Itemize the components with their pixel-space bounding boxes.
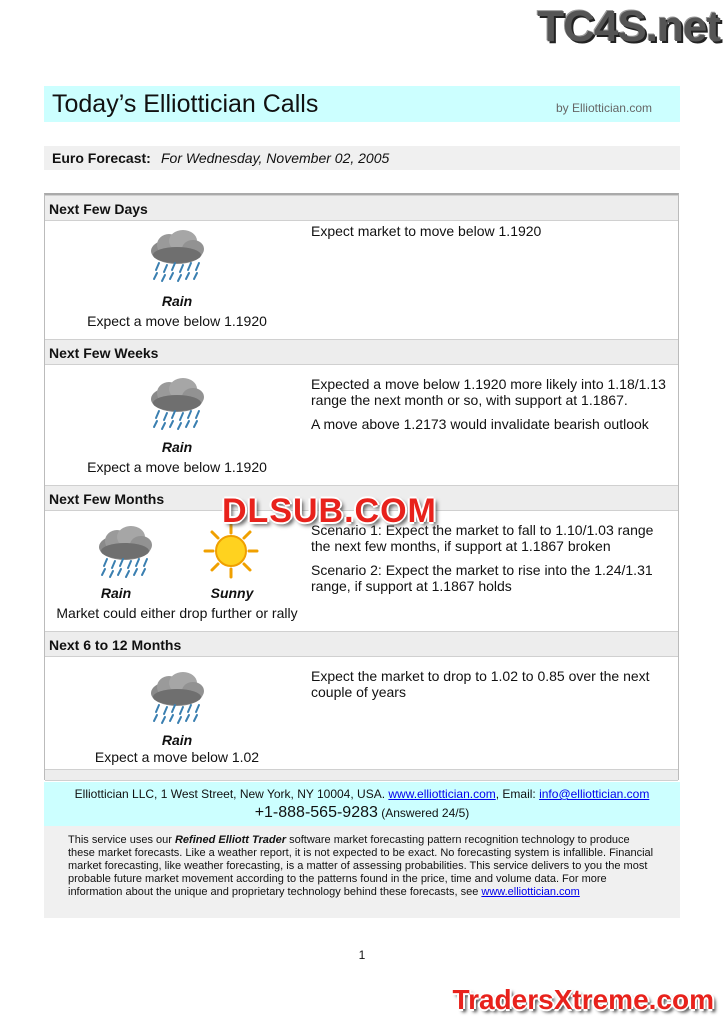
description-text: Expect market to move below 1.1920: [311, 223, 542, 239]
contact-line: [44, 787, 680, 801]
rain-cloud-icon: [147, 671, 209, 725]
euro-forecast-bar: [44, 146, 680, 170]
disclaimer-post: software market forecasting pattern recognition technology to produce these market forecasts. Like a weather report, it is not expected to be exact. No forecasting system is infallible. Financial market forecasting, like weather forecasting, is a matter of assessing probabilities. This service delivers to you the most probable future market movement according to the patterns found in the price, time and volume data. For more information about the unique and proprietary technology behind these forecasts, see: [68, 834, 654, 898]
email-link[interactable]: info@elliottician.com: [539, 787, 650, 801]
section-description: [311, 522, 676, 594]
euro-forecast-date: For Wednesday, November 02, 2005: [161, 150, 390, 166]
phone-note: (Answered 24/5): [377, 806, 470, 820]
page-title: Today’s Elliottician Calls: [52, 90, 319, 118]
email-label: , Email:: [495, 787, 540, 801]
section-title: Next Few Weeks: [49, 345, 159, 361]
weather-label: Rain: [161, 439, 193, 455]
rain-cloud-icon: [147, 229, 209, 283]
title-bar: [44, 86, 680, 122]
watermark-bottom: TradersXtreme.com: [452, 984, 714, 1015]
table-footer-strip: [45, 769, 678, 781]
sun-icon: [203, 523, 259, 579]
weather-label: Rain: [161, 293, 193, 309]
section-description: [311, 668, 676, 700]
product-name: Refined Elliott Trader: [174, 834, 287, 846]
weather-label: Rain: [161, 732, 193, 748]
contact-footer: [44, 782, 680, 826]
weather-summary: Expect a move below 1.1920: [87, 313, 267, 329]
rain-cloud-icon: [95, 525, 157, 579]
description-text: Scenario 2: Expect the market to rise into the 1.24/1.31 range, if support at 1.1867 holds: [311, 562, 653, 594]
section-header-weeks: [45, 339, 678, 365]
page-number: 1: [358, 948, 366, 962]
weather-summary: Expect a move below 1.02: [94, 749, 260, 765]
rain-cloud-icon: [147, 377, 209, 431]
disclaimer: [44, 826, 680, 918]
weather-label: Rain: [100, 585, 132, 601]
section-title: Next Few Days: [49, 201, 148, 217]
weather-summary: Market could either drop further or rally: [56, 605, 298, 621]
website-link[interactable]: www.elliottician.com: [388, 787, 496, 801]
disclaimer-text: [68, 834, 658, 899]
description-text: Expect the market to drop to 1.02 to 0.85 over the next couple of years: [311, 668, 650, 700]
weather-summary: Expect a move below 1.1920: [87, 459, 267, 475]
phone-line: [44, 804, 680, 822]
forecast-table: [44, 193, 679, 780]
section-title: Next 6 to 12 Months: [49, 637, 182, 653]
watermark-middle: DLSUB.COM: [222, 492, 437, 530]
section-title: Next Few Months: [49, 491, 165, 507]
watermark-top: TC4S.net: [537, 2, 720, 51]
disclaimer-link[interactable]: www.elliottician.com: [481, 886, 580, 898]
section-description: [311, 376, 676, 432]
description-text: Scenario 1: Expect the market to fall to 1.10/1.03 range the next few months, if support at 1.1867 broken: [311, 522, 654, 554]
phone-number: +1-888-565-9283: [254, 804, 378, 821]
section-header-days: [45, 195, 678, 221]
euro-forecast-label: Euro Forecast:: [52, 150, 151, 166]
section-description: [311, 223, 676, 239]
address: Elliottician LLC, 1 West Street, New York, NY 10004, USA.: [74, 787, 389, 801]
byline: by Elliottician.com: [555, 101, 652, 115]
description-text: A move above 1.2173 would invalidate bearish outlook: [311, 416, 649, 432]
disclaimer-pre: This service uses our: [68, 834, 175, 846]
weather-label-2: Sunny: [210, 585, 254, 601]
section-header-6-12-months: [45, 631, 678, 657]
description-text: Expected a move below 1.1920 more likely into 1.18/1.13 range the next month or so, with support at 1.1867.: [311, 376, 666, 408]
